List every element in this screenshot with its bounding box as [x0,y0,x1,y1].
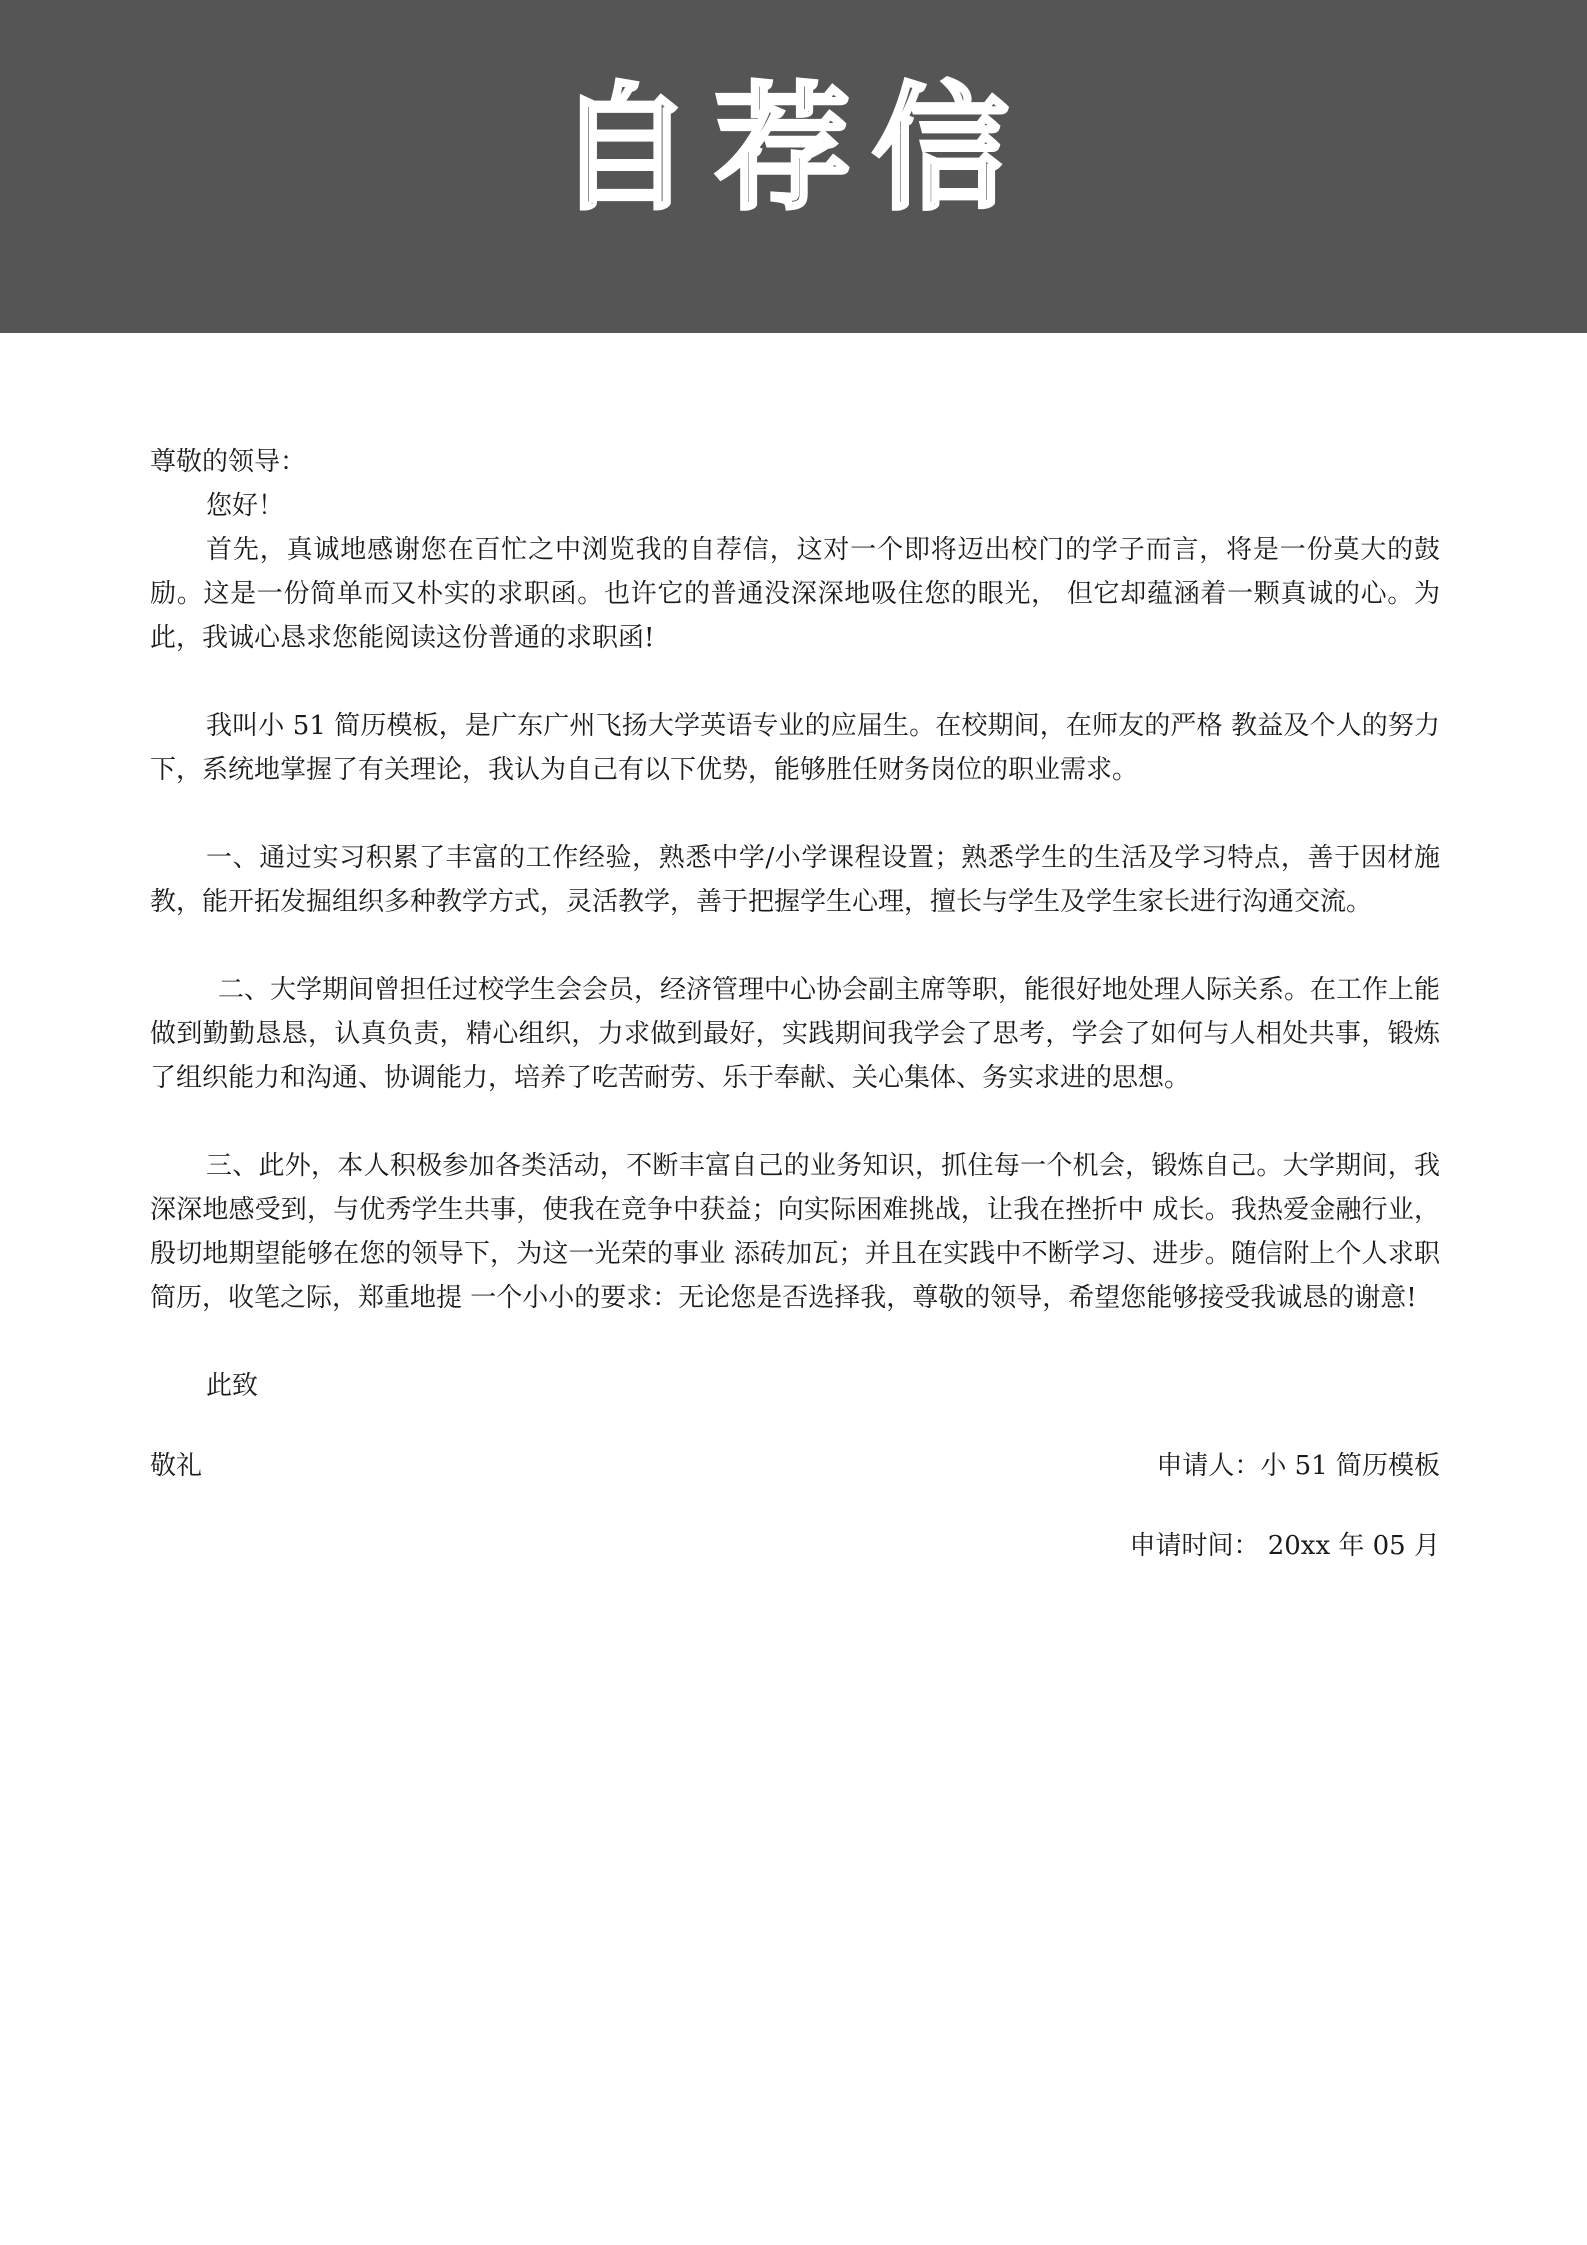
regards-text: 敬礼 [150,1451,203,1481]
application-date: 申请时间： 20xx 年 05 月 [1129,1531,1440,1561]
page-title: 自荐信 [556,71,1031,229]
greeting: 您好！ [206,491,285,521]
paragraph-point-1: 一、通过实习积累了丰富的工作经验，熟悉中学/小学课程设置；熟悉学生的生活及学习特点，善于因材施教，能开拓发掘组织多种教学方式，灵活教学，善于把握学生心理，擅长与学生及学生家长进行沟通交流。 [150,843,1440,917]
regards-row [150,1444,1440,1488]
paragraph-intro: 首先，真诚地感谢您在百忙之中浏览我的自荐信，这对一个即将迈出校门的学子而言，将是一份莫大的鼓励。这是一份简单而又朴实的求职函。也许它的普通没深深地吸住您的眼光， 但它却蕴涵着一颗真诚的心。为此，我诚心恳求您能阅读这份普通的求职函! [150,535,1440,653]
header-band [0,0,1587,333]
letter-body [150,440,1440,1568]
salutation: 尊敬的领导： [150,447,307,477]
paragraph-self-intro: 我叫小 51 简历模板，是广东广州飞扬大学英语专业的应届生。在校期间，在师友的严格 教益及个人的努力下，系统地掌握了有关理论，我认为自己有以下优势，能够胜任财务岗位的职业需求。 [150,711,1440,785]
paragraph-point-3: 三、此外，本人积极参加各类活动，不断丰富自己的业务知识，抓住每一个机会，锻炼自己。大学期间，我深深地感受到，与优秀学生共事，使我在竞争中获益；向实际困难挑战，让我在挫折中 成长。我热爱金融行业，殷切地期望能够在您的领导下，为这一光荣的事业 添砖加瓦；并且在实践中不断学习、进步。随信附上个人求职简历，收笔之际，郑重地提 一个小小的要求：无论您是否选择我，尊敬的领导，希望您能够接受我诚恳的谢意! [150,1151,1440,1313]
applicant-name: 申请人：小 51 简历模板 [1156,1451,1440,1481]
paragraph-point-2: 二、大学期间曾担任过校学生会会员，经济管理中心协会副主席等职，能很好地处理人际关系。在工作上能做到勤勤恳恳，认真负责，精心组织，力求做到最好，实践期间我学会了思考，学会了如何与人相处共事，锻炼了组织能力和沟通、协调能力，培养了吃苦耐劳、乐于奉献、关心集体、务实求进的思想。 [150,975,1441,1093]
closing-text: 此致 [206,1371,259,1401]
date-row [150,1524,1440,1568]
